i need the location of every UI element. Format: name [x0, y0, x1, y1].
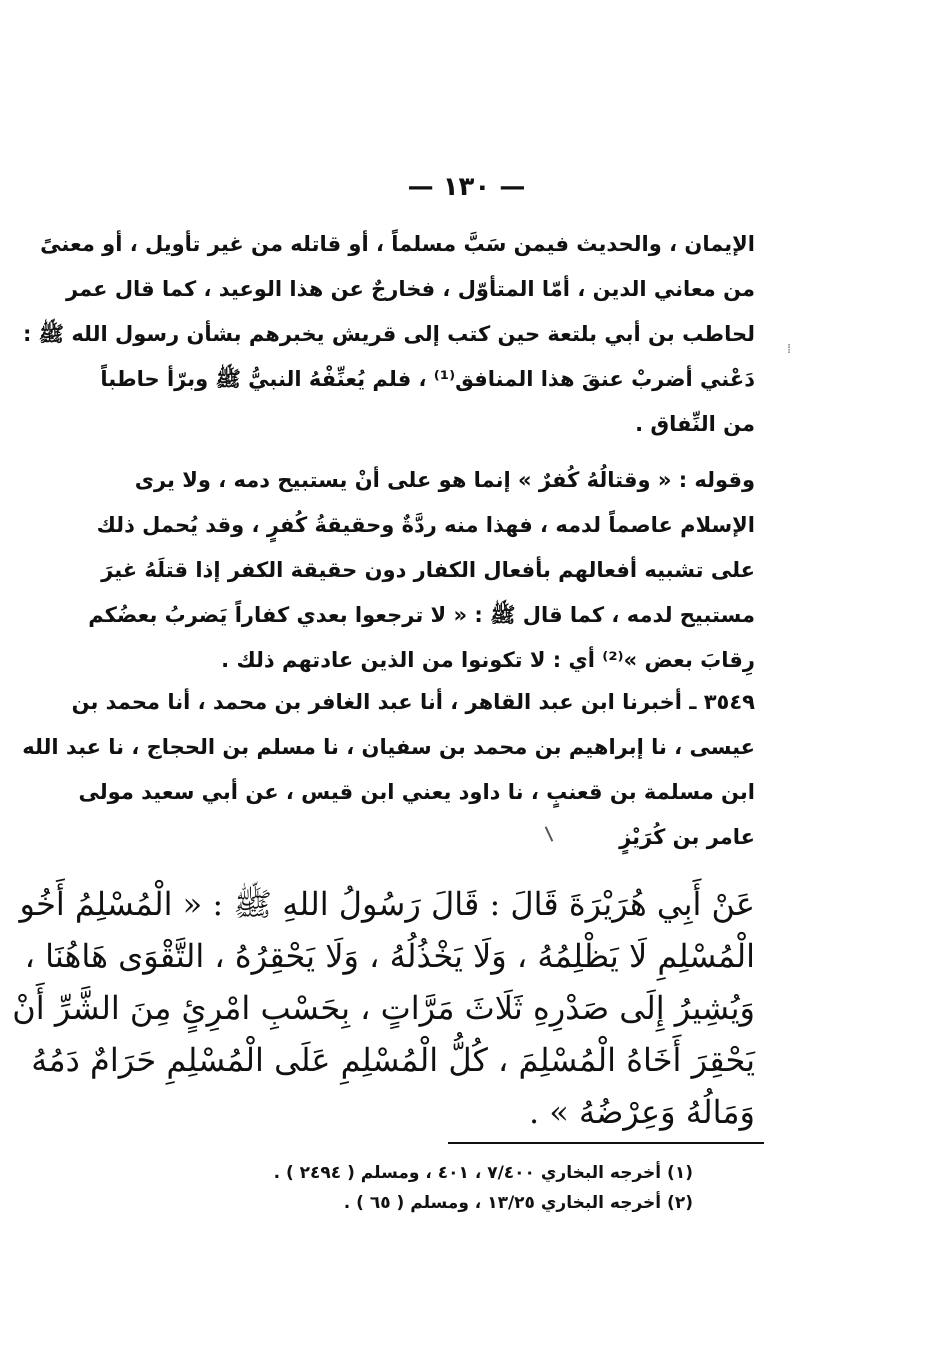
hadith-line: وَمَالُهُ وَعِرْضُهُ » .	[528, 1093, 755, 1131]
text-line: من معاني الدين ، أمّا المتأوّل ، فخارجٌ عن هذا الوعيد ، كما قال عمر	[66, 277, 755, 301]
hadith-line: الْمُسْلِمِ لَا يَظْلِمُهُ ، وَلَا يَخْذُلُهُ ، وَلَا يَحْقِرُهُ ، التَّقْوَى هَاهُنَا ،	[24, 937, 755, 975]
footnote-2: (٢) أخرجه البخاري ١٣/٢٥ ، ومسلم ( ٦٥ ) .	[343, 1193, 693, 1213]
footnote-separator	[448, 1142, 764, 1144]
text-line: مستبيح لدمه ، كما قال ﷺ : « لا ترجعوا بعدي كفاراً يَضربُ بعضُكم	[88, 603, 755, 627]
text-line: ابن مسلمة بن قعنبٍ ، نا داود يعني ابن قيس ، عن أبي سعيد مولى	[78, 780, 755, 804]
commentary-paragraph-1	[22, 222, 755, 447]
footnotes	[185, 1158, 693, 1218]
commentary-paragraph-2	[88, 458, 755, 683]
text-line: دَعْني أضربْ عنقَ هذا المنافق⁽¹⁾ ، فلم يُعنِّفْهُ النبيُّ ﷺ وبرّأ حاطباً	[100, 367, 755, 391]
hadith-line: يَحْقِرَ أَخَاهُ الْمُسْلِمَ ، كُلُّ الْمُسْلِمِ عَلَى الْمُسْلِمِ حَرَامٌ دَمُهُ	[31, 1041, 755, 1079]
text-line: رِقابَ بعض »⁽²⁾ أي : لا تكونوا من الذين عادتهم ذلك .	[221, 648, 755, 672]
hadith-line: عَنْ أَبِي هُرَيْرَةَ قَالَ : قَالَ رَسُولُ اللهِ ﷺ : « الْمُسْلِمُ أَخُو	[19, 885, 755, 923]
text-line: ٣٥٤٩ ـ أخبرنا ابن عبد القاهر ، أنا عبد الغافر بن محمد ، أنا محمد بن	[71, 690, 755, 714]
text-line: الإيمان ، والحديث فيمن سَبَّ مسلماً ، أو قاتله من غير تأويل ، أو معنىً	[40, 232, 755, 256]
text-line: الإسلام عاصماً لدمه ، فهذا منه ردَّةٌ وحقيقةُ كُفرٍ ، وقد يُحمل ذلك	[96, 513, 755, 537]
text-line: عيسى ، نا إبراهيم بن محمد بن سفيان ، نا مسلم بن الحجاج ، نا عبد الله	[22, 735, 755, 759]
text-line: من النِّفاق .	[635, 412, 755, 436]
isnad-paragraph	[22, 680, 755, 860]
text-line: عامر بن كُرَيْزٍ	[619, 825, 755, 849]
page-number: — ١٣٠ —	[407, 172, 526, 202]
hadith-text	[12, 878, 755, 1138]
footnote-1: (١) أخرجه البخاري ٧/٤٠٠ ، ٤٠١ ، ومسلم ( ٢٤٩٤ ) .	[273, 1163, 693, 1183]
text-line: وقوله : « وقتالُهُ كُفرٌ » إنما هو على أنْ يستبيح دمه ، ولا يرى	[134, 468, 755, 492]
text-line: لحاطب بن أبي بلتعة حين كتب إلى قريش يخبرهم بشأن رسول الله ﷺ :	[22, 322, 755, 346]
margin-mark: ⁞	[787, 342, 792, 357]
text-line: على تشبيه أفعالهم بأفعال الكفار دون حقيقة الكفر إذا قتلَهُ غيرَ	[101, 558, 755, 582]
hadith-line: وَيُشِيرُ إِلَى صَدْرِهِ ثَلَاثَ مَرَّاتٍ ، بِحَسْبِ امْرِئٍ مِنَ الشَّرِّ أَنْ	[12, 989, 755, 1027]
